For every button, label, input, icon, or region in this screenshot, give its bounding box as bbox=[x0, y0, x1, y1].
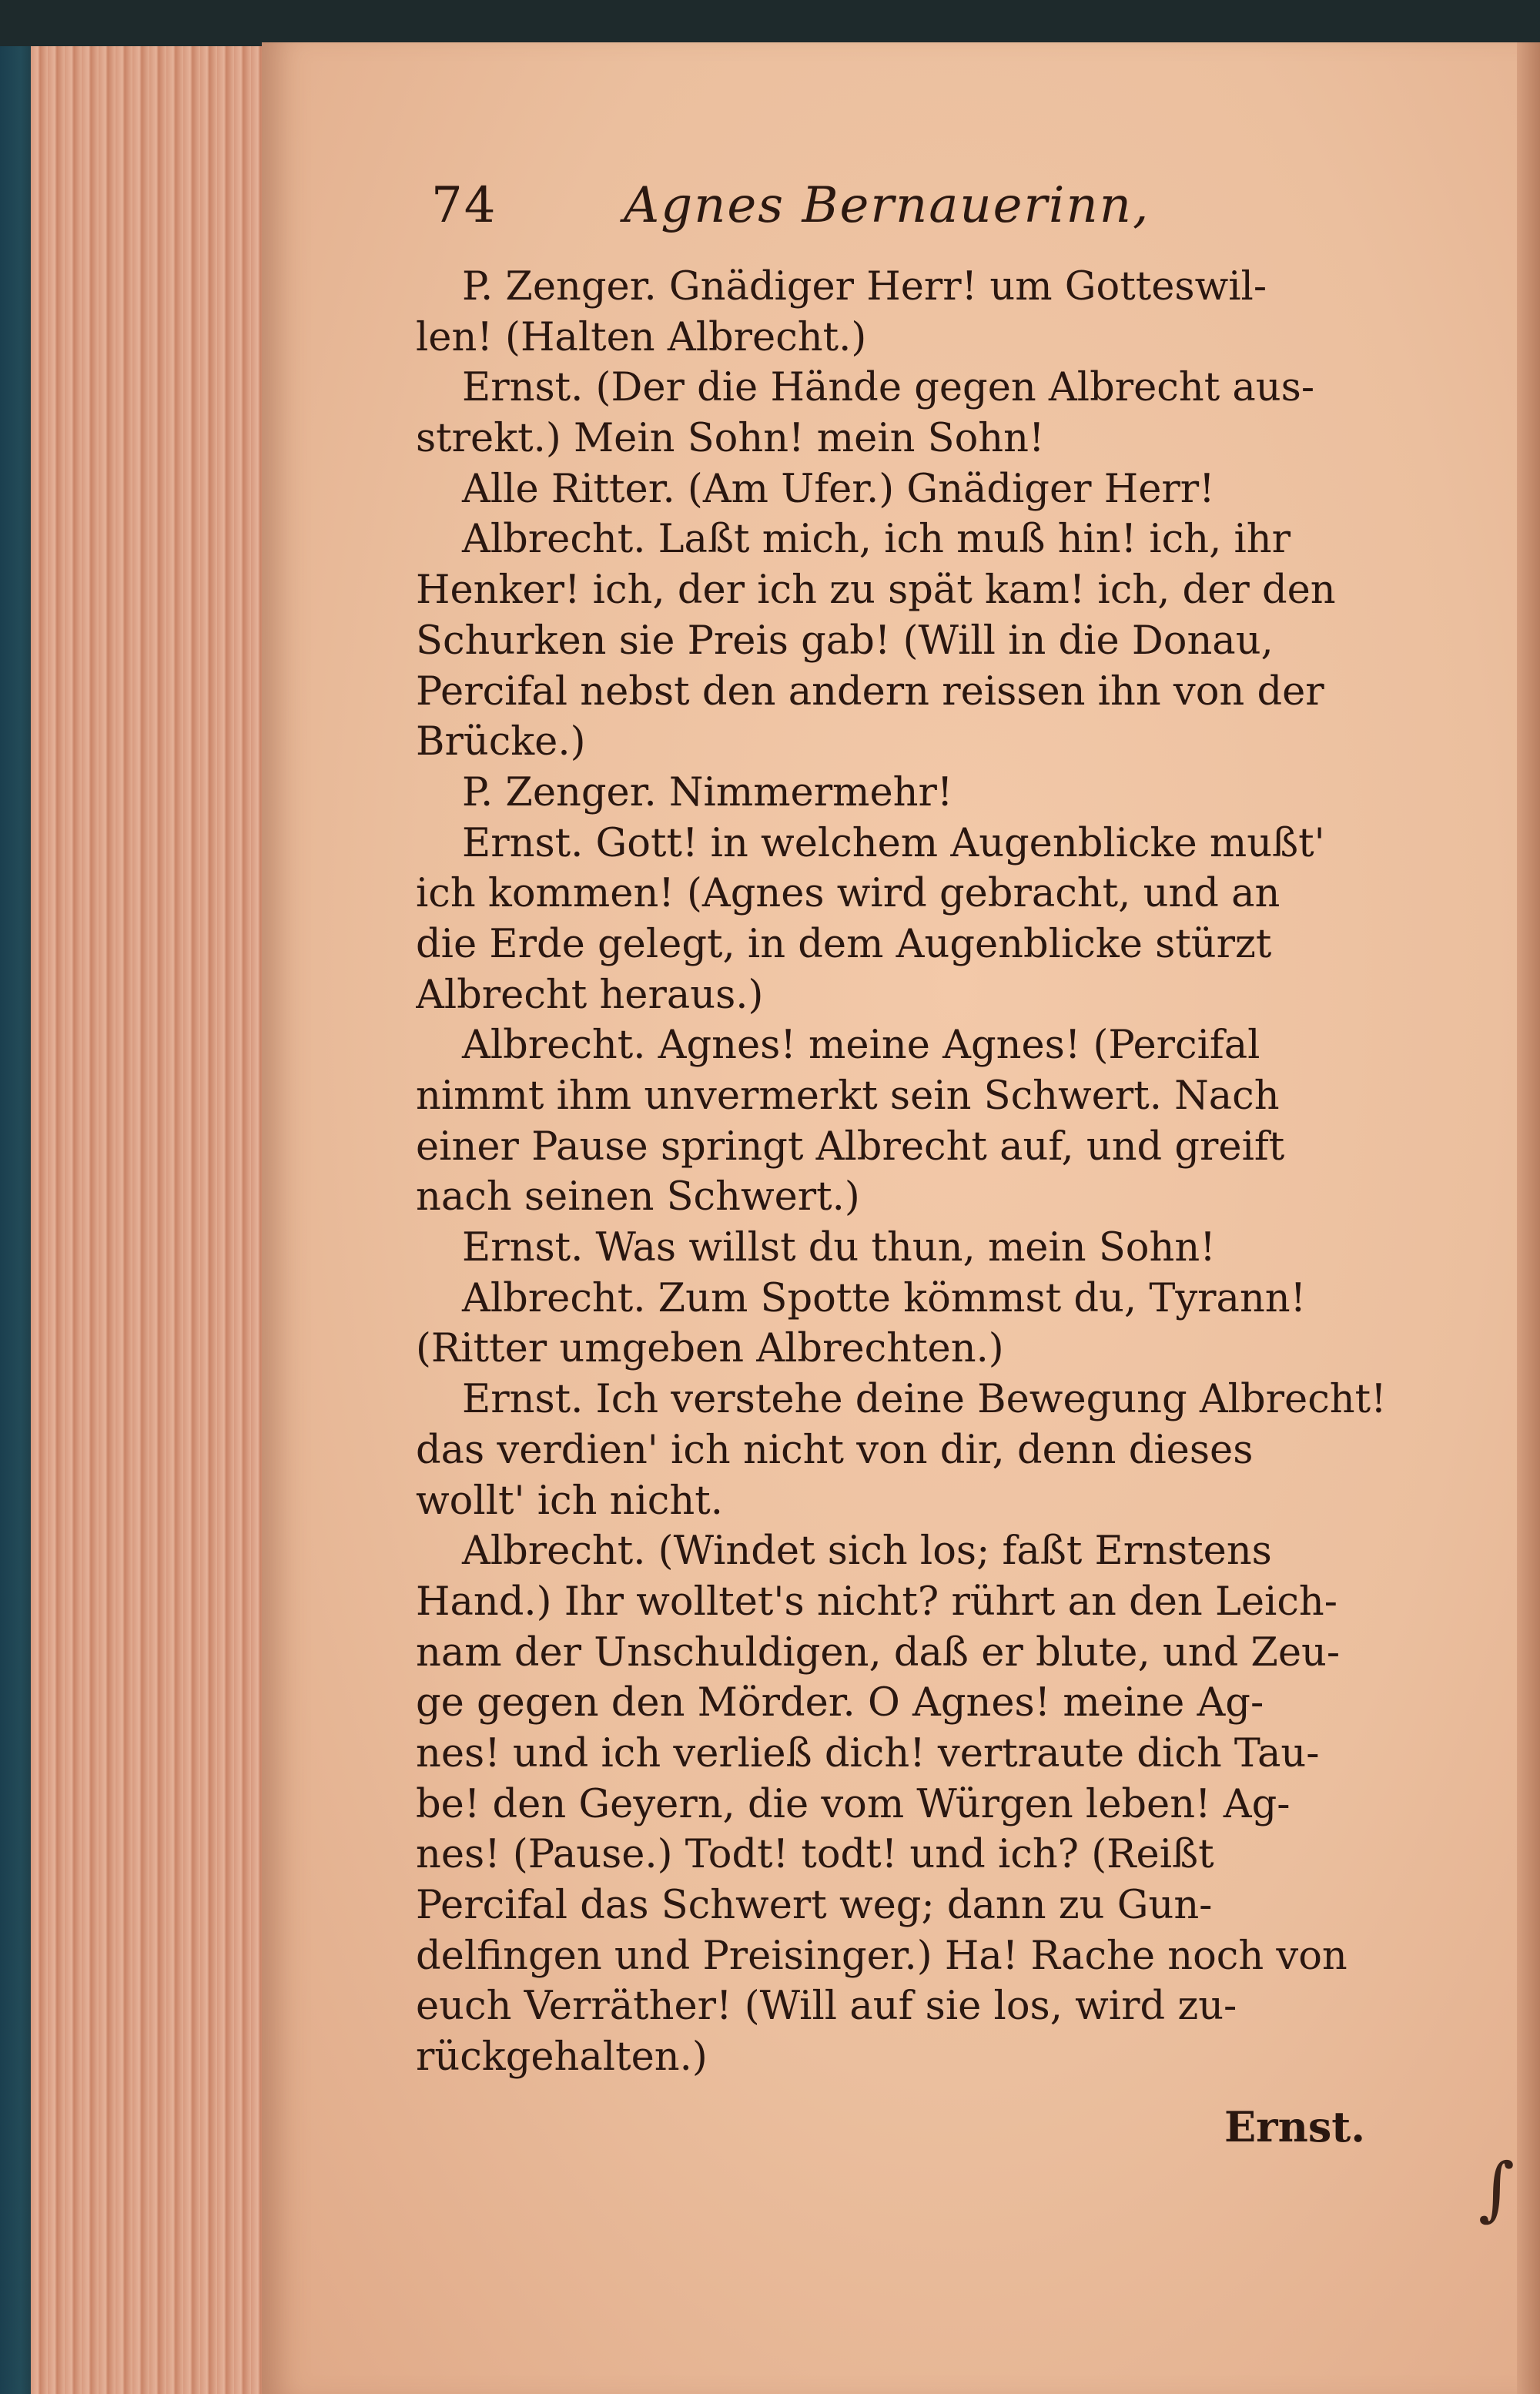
text-line: Albrecht. (Windet sich los; faßt Ernstens bbox=[462, 1528, 1272, 1575]
text-line: Brücke.) bbox=[416, 719, 586, 765]
body-text bbox=[416, 262, 1432, 2083]
text-line: Henker! ich, der ich zu spät kam! ich, der den bbox=[416, 568, 1336, 614]
text-line: Albrecht. Laßt mich, ich muß hin! ich, ihr bbox=[462, 517, 1291, 563]
text-line: Ernst. Was willst du thun, mein Sohn! bbox=[462, 1225, 1216, 1271]
text-line: Albrecht heraus.) bbox=[416, 972, 764, 1018]
text-line: rückgehalten.) bbox=[416, 2034, 708, 2081]
text-line: ich kommen! (Agnes wird gebracht, und an bbox=[416, 871, 1281, 917]
text-line: euch Verräther! (Will auf sie los, wird zu- bbox=[416, 1984, 1237, 2030]
text-line: nach seinen Schwert.) bbox=[416, 1174, 860, 1220]
text-line: P. Zenger. Nimmermehr! bbox=[462, 769, 953, 815]
text-line: Ernst. Ich verstehe deine Bewegung Albrecht! bbox=[462, 1377, 1387, 1423]
text-line: Ernst. (Der die Hände gegen Albrecht aus- bbox=[462, 365, 1315, 411]
text-line: nam der Unschuldigen, daß er blute, und Zeu- bbox=[416, 1629, 1341, 1676]
text-line: Percifal nebst den andern reissen ihn von der bbox=[416, 668, 1324, 715]
text-line: Hand.) Ihr wolltet's nicht? rührt an den Leich- bbox=[416, 1579, 1337, 1625]
text-line: nes! (Pause.) Todt! todt! und ich? (Reißt bbox=[416, 1832, 1214, 1878]
text-line: Albrecht. Agnes! meine Agnes! (Percifal bbox=[462, 1023, 1260, 1069]
text-line: das verdien' ich nicht von dir, denn dieses bbox=[416, 1427, 1254, 1473]
text-line: wollt' ich nicht. bbox=[416, 1478, 723, 1524]
text-line: delfingen und Preisinger.) Ha! Rache noch von bbox=[416, 1933, 1348, 1979]
text-line: ge gegen den Mörder. O Agnes! meine Ag- bbox=[416, 1680, 1264, 1726]
text-line: be! den Geyern, die vom Würgen leben! Ag- bbox=[416, 1781, 1291, 1827]
page-header bbox=[431, 177, 1201, 246]
text-line: nimmt ihm unvermerkt sein Schwert. Nach bbox=[416, 1073, 1280, 1119]
page-mark: ∫ bbox=[1478, 2148, 1515, 2229]
text-line: (Ritter umgeben Albrechten.) bbox=[416, 1326, 1004, 1372]
text-line: nes! und ich verließ dich! vertraute dich Tau- bbox=[416, 1730, 1320, 1776]
text-line: strekt.) Mein Sohn! mein Sohn! bbox=[416, 416, 1045, 462]
text-line: len! (Halten Albrecht.) bbox=[416, 314, 867, 360]
text-line: die Erde gelegt, in dem Augenblicke stürzt bbox=[416, 921, 1272, 967]
text-line: einer Pause springt Albrecht auf, und greift bbox=[416, 1123, 1285, 1170]
running-title: Agnes Bernauerinn, bbox=[624, 177, 1150, 234]
page-edges bbox=[31, 46, 270, 2394]
text-line: Ernst. Gott! in welchem Augenblicke mußt' bbox=[462, 820, 1325, 866]
page-number: 74 bbox=[431, 177, 497, 234]
text-line: P. Zenger. Gnädiger Herr! um Gotteswil- bbox=[462, 264, 1267, 310]
page-right-edge bbox=[1517, 42, 1540, 2394]
text-line: Albrecht. Zum Spotte kömmst du, Tyrann! bbox=[462, 1275, 1307, 1321]
text-line: Percifal das Schwert weg; dann zu Gun- bbox=[416, 1883, 1213, 1928]
text-line: Alle Ritter. (Am Ufer.) Gnädiger Herr! bbox=[462, 466, 1215, 512]
text-line: Schurken sie Preis gab! (Will in die Donau, bbox=[416, 618, 1274, 664]
catchword: Ernst. bbox=[1224, 2102, 1366, 2151]
